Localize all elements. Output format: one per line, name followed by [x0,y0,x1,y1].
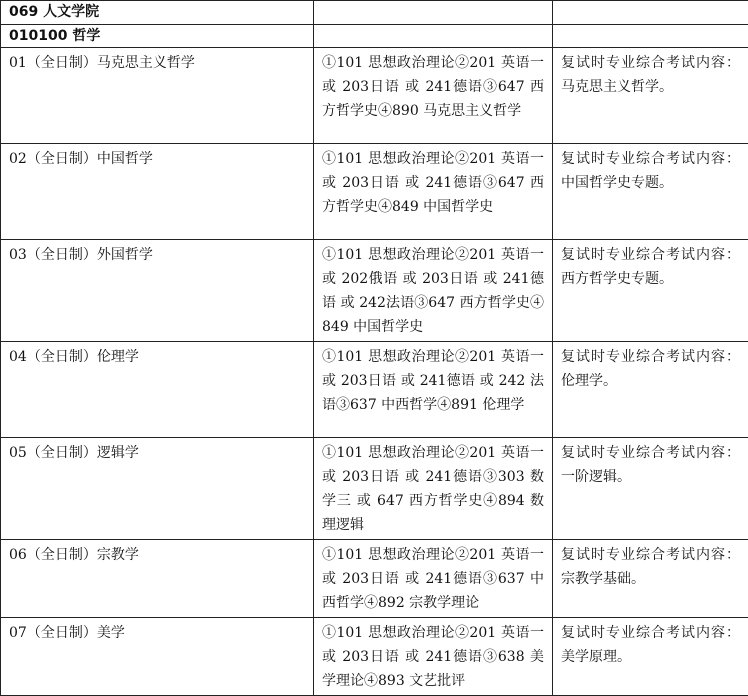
table-row [1,240,748,342]
notes: 复试时专业综合考试内容：美学原理。 [553,618,748,696]
discipline-row-empty-cell [553,25,748,48]
table-row [1,618,748,696]
exam-subjects: ①101 思想政治理论②201 英语一 或 203日语 或 241德语 或 242 法语③637 中西哲学④891 伦理学 [314,342,553,438]
exam-subjects: ①101 思想政治理论②201 英语一 或 203日语 或 241德语③647 西方哲学史④890 马克思主义哲学 [314,48,553,144]
table-row [1,144,748,240]
notes: 复试时专业综合考试内容：马克思主义哲学。 [553,48,748,144]
notes: 复试时专业综合考试内容：中国哲学史专题。 [553,144,748,240]
notes: 复试时专业综合考试内容：西方哲学史专题。 [553,240,748,342]
discipline-row-empty-cell [314,25,553,48]
table-row [1,342,748,438]
exam-subjects: ①101 思想政治理论②201 英语一 或 203日语 或 241德语③303 数学三 或 647 西方哲学史④894 数理逻辑 [314,438,553,540]
discipline-title: 010100 哲学 [1,25,314,48]
exam-subjects: ①101 思想政治理论②201 英语一 或 203日语 或 241德语③638 美学理论④893 文艺批评 [314,618,553,696]
exam-subjects: ①101 思想政治理论②201 英语一 或 202俄语 或 203日语 或 241德语 或 242法语③647 西方哲学史④849 中国哲学史 [314,240,553,342]
research-direction: 01（全日制）马克思主义哲学 [1,48,314,144]
research-direction: 07（全日制）美学 [1,618,314,696]
notes: 复试时专业综合考试内容：伦理学。 [553,342,748,438]
exam-subjects: ①101 思想政治理论②201 英语一 或 203日语 或 241德语③647 西方哲学史④849 中国哲学史 [314,144,553,240]
research-direction: 06（全日制）宗教学 [1,540,314,618]
exam-subjects: ①101 思想政治理论②201 英语一 或 203日语 或 241德语③637 中西哲学④892 宗教学理论 [314,540,553,618]
discipline-row [1,25,748,48]
research-direction: 05（全日制）逻辑学 [1,438,314,540]
notes: 复试时专业综合考试内容：一阶逻辑。 [553,438,748,540]
table-row [1,540,748,618]
notes: 复试时专业综合考试内容：宗教学基础。 [553,540,748,618]
research-direction: 03（全日制）外国哲学 [1,240,314,342]
college-row-empty-cell [553,1,748,25]
table-row [1,48,748,144]
table-row [1,438,748,540]
research-direction: 02（全日制）中国哲学 [1,144,314,240]
college-row [1,1,748,25]
research-direction: 04（全日制）伦理学 [1,342,314,438]
college-row-empty-cell [314,1,553,25]
college-title: 069 人文学院 [1,1,314,25]
